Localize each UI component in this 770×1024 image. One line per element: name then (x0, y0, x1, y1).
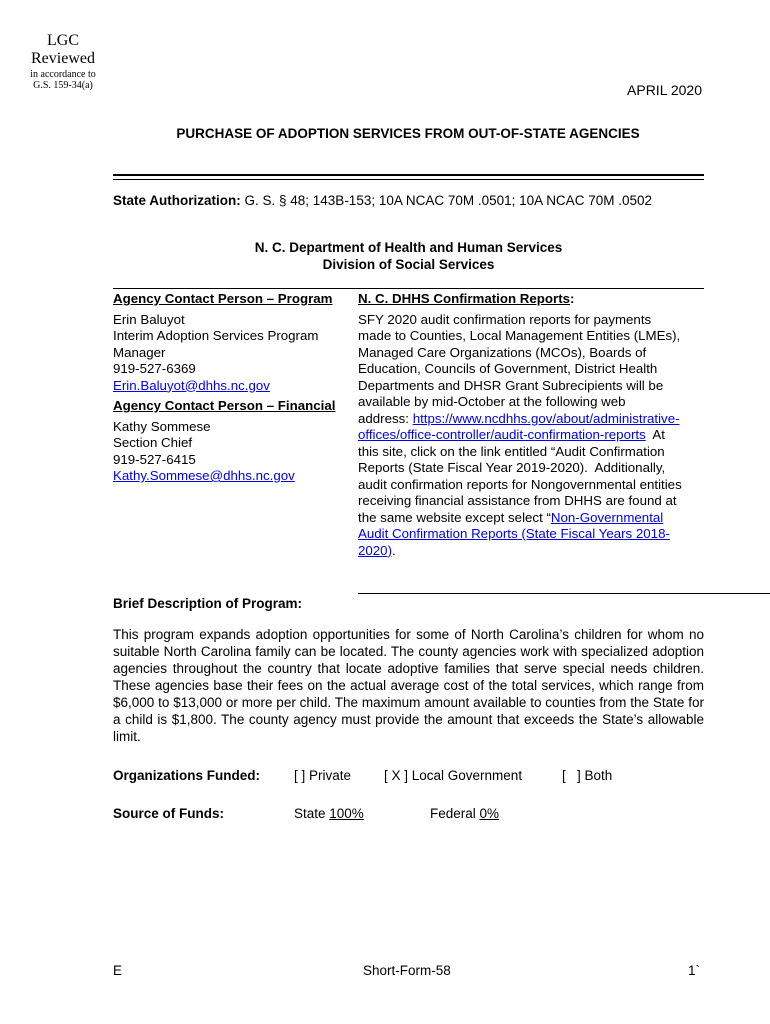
confirmation-line: Reports (State Fiscal Year 2019-2020). Additionally, (358, 460, 666, 475)
source-of-funds-label: Source of Funds: (113, 806, 224, 821)
non-governmental-link-part-2[interactable]: Audit Confirmation Reports (State Fiscal Years 2018- (358, 526, 670, 541)
brief-divider (358, 593, 770, 594)
lgc-review-stamp (20, 32, 106, 92)
organizations-funded-label: Organizations Funded: (113, 768, 260, 783)
link-period: . (392, 542, 396, 558)
stamp-line-1: LGC (47, 32, 79, 49)
program-contact-title-2: Manager (113, 344, 166, 360)
title-divider (113, 174, 704, 180)
audit-confirmation-link-part-1[interactable]: https://www.ncdhhs.gov/about/administrative- (412, 410, 680, 426)
non-governmental-link-part-3[interactable]: 2020) (358, 542, 393, 558)
private-option: [ ] Private (294, 768, 352, 783)
pre-link-text: the same website except select “ (358, 509, 551, 525)
program-contact-email-link[interactable]: Erin.Baluyot@dhhs.nc.gov (113, 377, 270, 393)
confirmation-reports-column (358, 291, 703, 559)
financial-contact-email-link[interactable]: Kathy.Sommese@dhhs.nc.gov (113, 468, 295, 483)
audit-confirmation-link-part-2[interactable]: offices/office-controller/audit-confirmation-reports (358, 427, 646, 442)
confirmation-line: made to Counties, Local Management Entities (LMEs), (358, 328, 681, 343)
document-title: PURCHASE OF ADOPTION SERVICES FROM OUT-OF-STATE AGENCIES (176, 126, 640, 141)
confirmation-line: Departments and DHSR Grant Subrecipients will be (358, 377, 664, 393)
financial-contact-title: Section Chief (113, 435, 193, 450)
contacts-divider (113, 288, 704, 289)
authorization-text: G. S. § 48; 143B-153; 10A NCAC 70M .0501; 10A NCAC 70M .0502 (240, 193, 652, 208)
financial-contact-phone: 919-527-6415 (113, 451, 196, 467)
state-funds-value: 100% (329, 806, 364, 821)
authorization-label: State Authorization: (113, 193, 241, 208)
state-authorization (113, 193, 652, 208)
confirmation-line: available by mid-October at the following web (358, 394, 626, 409)
contacts-column (113, 291, 353, 485)
confirmation-heading-colon: : (570, 291, 575, 306)
confirmation-line: receiving financial assistance from DHHS are found at (358, 493, 677, 508)
confirmation-heading: N. C. DHHS Confirmation Reports (358, 291, 571, 306)
footer-left: E (113, 963, 123, 978)
non-governmental-link-part-1[interactable]: Non-Governmental (550, 509, 664, 525)
confirmation-line: audit confirmation reports for Nongovernmental entities (358, 476, 682, 492)
program-contact-title-1: Interim Adoption Services Program (113, 328, 319, 343)
document-date: APRIL 2020 (627, 82, 702, 98)
department-name: N. C. Department of Health and Human Services (254, 240, 563, 255)
stamp-line-3: in accordance to (30, 68, 96, 80)
confirmation-line: SFY 2020 audit confirmation reports for payments (358, 311, 652, 327)
confirmation-line: Education, Councils of Government, District Health (358, 361, 658, 376)
state-funds (294, 806, 364, 821)
program-contact-phone: 919-527-6369 (113, 361, 196, 376)
division-name: Division of Social Services (322, 257, 495, 272)
federal-funds-value: 0% (479, 806, 500, 821)
after-link-text: At (645, 427, 665, 442)
brief-description-text: This program expands adoption opportunities for some of North Carolina’s children for whom no suitable North Carolina family can be located. The county agencies work with specialized adoption agencies throughout the country that locate adoptive families that serve special needs children. These agencies base their fees on the actual average cost of the total services, which range from $6,000 to $13,000 or more per child. The maximum amount available to counties from the State for a child is $1,800. The county agency must provide the amount that exceeds the State’s allowable limit. (113, 627, 704, 744)
confirmation-line: this site, click on the link entitled “Audit Confirmation (358, 443, 665, 459)
confirmation-line: Managed Care Organizations (MCOs), Boards of (358, 344, 647, 360)
brief-description-heading: Brief Description of Program: (113, 596, 303, 611)
state-funds-label: State (294, 806, 330, 821)
both-option: [ ] Both (562, 768, 613, 783)
federal-funds (430, 806, 499, 821)
program-contact-name: Erin Baluyot (113, 311, 185, 327)
financial-contact-heading: Agency Contact Person – Financial (113, 398, 336, 413)
program-contact-heading: Agency Contact Person – Program (113, 291, 333, 306)
department-heading (113, 239, 704, 273)
stamp-line-2: Reviewed (31, 50, 95, 68)
financial-contact-name: Kathy Sommese (113, 418, 211, 434)
footer-page-number: 1` (688, 963, 701, 978)
stamp-line-4: G.S. 159-34(a) (33, 80, 93, 92)
footer-form-number: Short-Form-58 (363, 963, 451, 978)
local-government-option: [ X ] Local Government (384, 768, 523, 783)
address-prefix: address: (358, 410, 413, 426)
federal-funds-label: Federal (430, 806, 480, 821)
